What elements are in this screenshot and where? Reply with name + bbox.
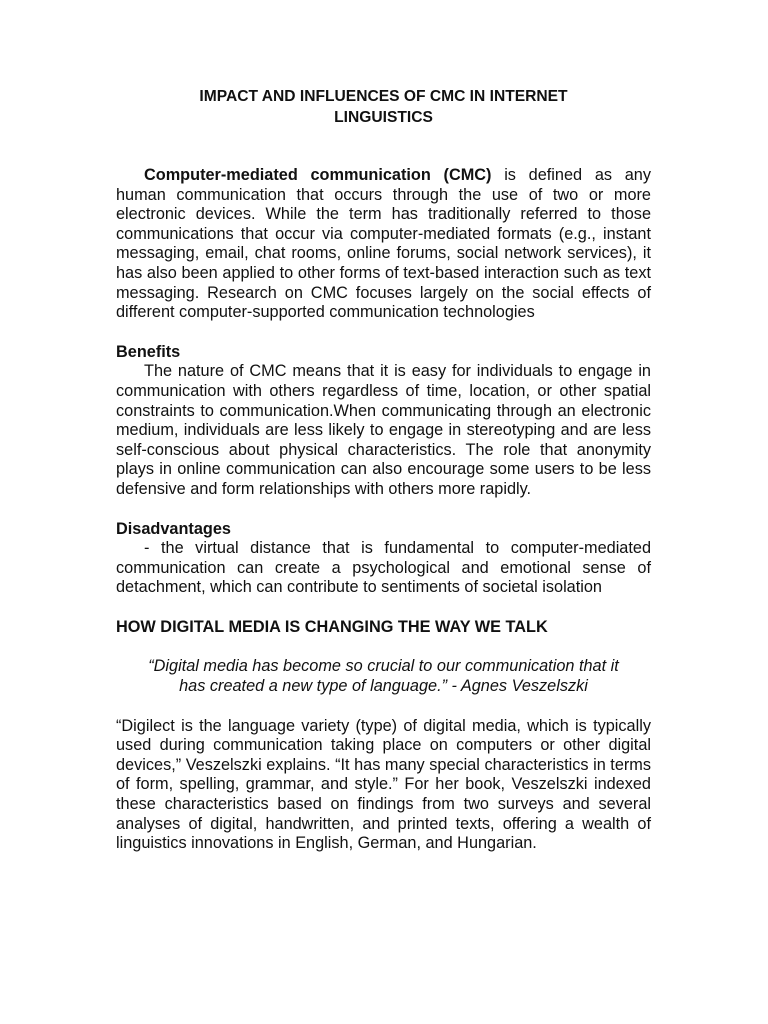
intro-text: is defined as any human communication that occurs through the use of two or more electronic devices. While the term has traditionally referred to those communications that occur via computer-mediated formats (e.g., instant messaging, email, chat rooms, online forums, social network services), it has also been applied to other forms of text-based interaction such as text messaging. Research on CMC focuses largely on the social effects of different computer-supported communication technologies xyxy=(116,166,651,322)
title-line-2: LINGUISTICS xyxy=(334,109,433,126)
benefits-paragraph: The nature of CMC means that it is easy for individuals to engage in communication with others regardless of time, location, or other spatial constraints to communication.When communicating through an electronic medium, individuals are less likely to engage in stereotyping and are less self-conscious about physical characteristics. The role that anonymity plays in online communication can also encourage some users to be less defensive and form relationships with others more rapidly. xyxy=(116,362,651,498)
document-page xyxy=(116,86,651,854)
veszelszki-quote xyxy=(116,657,651,696)
document-title xyxy=(116,86,651,128)
disadvantages-heading: Disadvantages xyxy=(116,519,231,538)
intro-paragraph xyxy=(116,166,651,323)
quote-line-2: has created a new type of language.” - Agnes Veszelszki xyxy=(179,677,588,696)
digilect-paragraph: “Digilect is the language variety (type) of digital media, which is typically used during communication taking place on computers or other digital devices,” Veszelszki explains. “It has many special characteristics in terms of form, spelling, grammar, and style.” For her book, Veszelszki indexed these characteristics based on findings from two surveys and several analyses of digital, handwritten, and printed texts, offering a wealth of linguistics innovations in English, German, and Hungarian. xyxy=(116,716,651,853)
title-line-1: IMPACT AND INFLUENCES OF CMC IN INTERNET xyxy=(199,88,568,105)
benefits-heading: Benefits xyxy=(116,342,181,361)
disadvantages-paragraph: - the virtual distance that is fundamental to computer-mediated communication can create a psychological and emotional sense of detachment, which can contribute to sentiments of societal isolation xyxy=(116,539,651,597)
digital-media-heading: HOW DIGITAL MEDIA IS CHANGING THE WAY WE TALK xyxy=(116,617,548,636)
quote-line-1: “Digital media has become so crucial to our communication that it xyxy=(148,657,619,676)
cmc-term: Computer-mediated communication (CMC) xyxy=(144,166,492,184)
